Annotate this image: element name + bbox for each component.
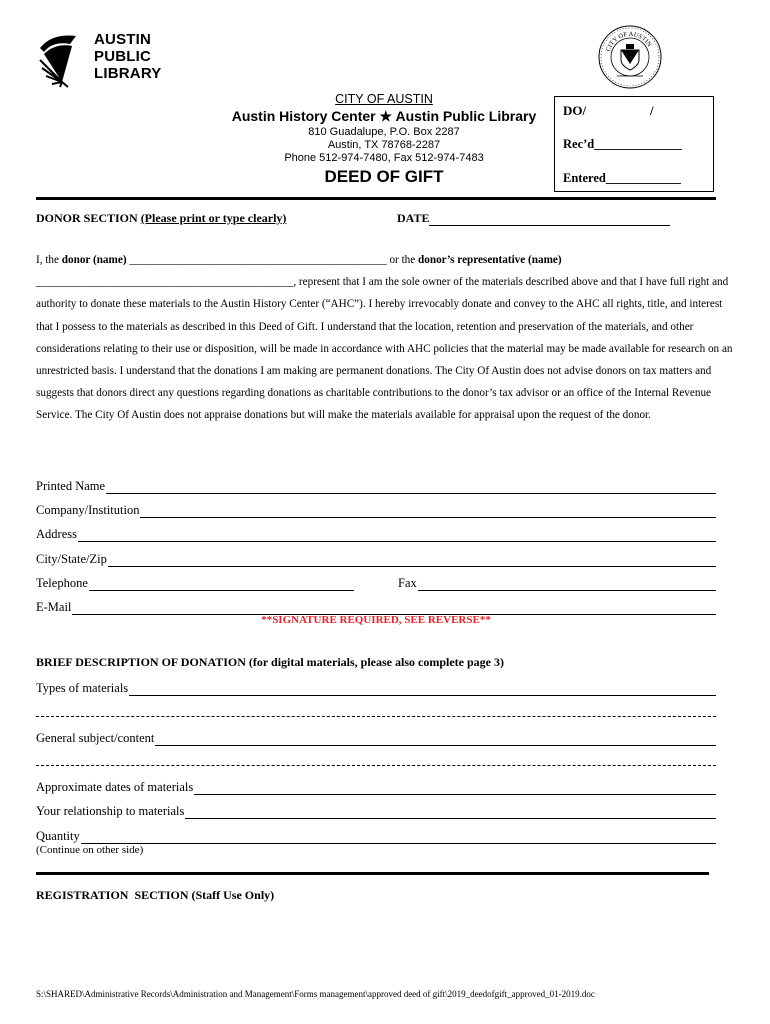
printed-name-field[interactable] <box>106 480 716 494</box>
city-seal-emblem-icon <box>597 24 663 90</box>
email-row <box>36 597 716 615</box>
city-state-zip-label: City/State/Zip <box>36 552 107 566</box>
received-field[interactable]: Rec’d______________ <box>563 137 682 151</box>
printed-name-row <box>36 476 716 494</box>
telephone-row <box>36 573 354 591</box>
general-subject-row <box>36 728 716 746</box>
company-row <box>36 500 716 518</box>
donor-representative-label: donor’s representative (name) <box>418 254 562 266</box>
organization-line <box>204 108 564 125</box>
donor-name-label: donor (name) <box>61 254 127 266</box>
logo-line-2: PUBLIC <box>94 48 152 65</box>
file-path-footer: S:\SHARED\Administrative Records\Administration and Management\Forms management\approved deed of gift\2019_deedofgift_approved_01-2019.doc <box>36 989 595 999</box>
city-name: CITY OF AUSTIN <box>335 92 433 106</box>
logo-line-3: LIBRARY <box>94 65 162 82</box>
description-heading: BRIEF DESCRIPTION OF DONATION (for digital materials, please also complete page 3) <box>36 655 504 669</box>
staff-use-box <box>554 96 714 192</box>
email-field[interactable] <box>72 601 716 615</box>
do-label: DO/ <box>563 103 587 118</box>
date-label: DATE <box>397 211 430 225</box>
company-field[interactable] <box>140 504 716 518</box>
continue-note: (Continue on other side) <box>36 844 144 856</box>
do-slash: / <box>650 103 654 118</box>
logo-line-1: AUSTIN <box>94 31 152 48</box>
quantity-label: Quantity <box>36 829 80 843</box>
city-seal <box>597 24 663 90</box>
statement-intro: I, the <box>36 254 62 266</box>
address-label: Address <box>36 527 77 541</box>
types-field[interactable] <box>129 682 716 696</box>
telephone-field[interactable] <box>89 577 354 591</box>
open-book-icon <box>38 30 92 88</box>
dates-row <box>36 777 716 795</box>
types-label: Types of materials <box>36 681 129 695</box>
fax-label: Fax <box>398 576 417 590</box>
donor-section-heading <box>36 211 286 226</box>
address-row <box>36 524 716 542</box>
star-icon: ★ <box>379 108 393 124</box>
quantity-field[interactable] <box>81 830 716 844</box>
statement-body: ______________________________________________, represent that I am the sole owner of the materials described above and that I have full right and authority to donate these materials to the Austin History Center (“AHC”). I hereby irrevocably donate and convey to the AHC all rights, title, and interest that I possess to the materials as described in this Deed of Gift. I understand that the location, retention and preservation of the materials, and other considerations relating to their use or disposition, will be made in accordance with AHC policies that the material may be made available for research on an unrestricted basis. I understand that the donations I am making are permanent donations. The City Of Austin does not advise donors on tax matters and suggests that donors direct any questions regarding donations as charitable contributions to the donor’s tax advisor or an office of the Internal Revenue Service. The City Of Austin does not appraise donations but will make the materials available for appraisal upon the request of the donor. <box>36 276 733 422</box>
city-state-zip-row <box>36 549 716 567</box>
library-logo <box>38 30 162 90</box>
types-continuation-line[interactable] <box>36 716 716 717</box>
email-label: E-Mail <box>36 600 72 614</box>
registration-heading: REGISTRATION SECTION (Staff Use Only) <box>36 888 275 902</box>
entered-field[interactable]: Entered____________ <box>563 171 681 185</box>
address-field[interactable] <box>78 528 716 542</box>
general-continuation-line[interactable] <box>36 765 716 766</box>
donor-section-title: DONOR SECTION <box>36 211 138 225</box>
dates-label: Approximate dates of materials <box>36 780 194 794</box>
signature-notice: **SIGNATURE REQUIRED, SEE REVERSE** <box>261 614 491 626</box>
donor-statement <box>36 249 736 427</box>
address-line-2: Austin, TX 78768-2287 <box>327 139 441 151</box>
donor-section-note: (Please print or type clearly) <box>140 211 287 225</box>
relationship-label: Your relationship to materials <box>36 804 185 818</box>
relationship-row <box>36 801 716 819</box>
date-field-row <box>397 210 670 226</box>
org-history-center: Austin History Center <box>231 108 376 124</box>
registration-divider <box>36 872 709 875</box>
telephone-label: Telephone <box>36 576 88 590</box>
fax-row <box>398 573 716 591</box>
printed-name-label: Printed Name <box>36 479 106 493</box>
seal-text: CITY OF AUSTIN <box>604 30 653 53</box>
quantity-row <box>36 826 716 844</box>
dates-field[interactable] <box>194 781 716 795</box>
types-row <box>36 678 716 696</box>
date-input-line[interactable] <box>429 213 670 226</box>
company-label: Company/Institution <box>36 503 140 517</box>
general-subject-field[interactable] <box>155 732 716 746</box>
city-state-zip-field[interactable] <box>108 553 716 567</box>
document-title: DEED OF GIFT <box>324 167 444 186</box>
relationship-field[interactable] <box>185 805 716 819</box>
header-divider <box>36 197 716 200</box>
statement-mid: ______________________________________________ or the <box>126 254 419 266</box>
general-subject-label: General subject/content <box>36 731 155 745</box>
org-public-library: Austin Public Library <box>395 108 537 124</box>
phone-line: Phone 512-974-7480, Fax 512-974-7483 <box>284 152 484 164</box>
address-line-1: 810 Guadalupe, P.O. Box 2287 <box>308 126 460 138</box>
fax-field[interactable] <box>418 577 716 591</box>
